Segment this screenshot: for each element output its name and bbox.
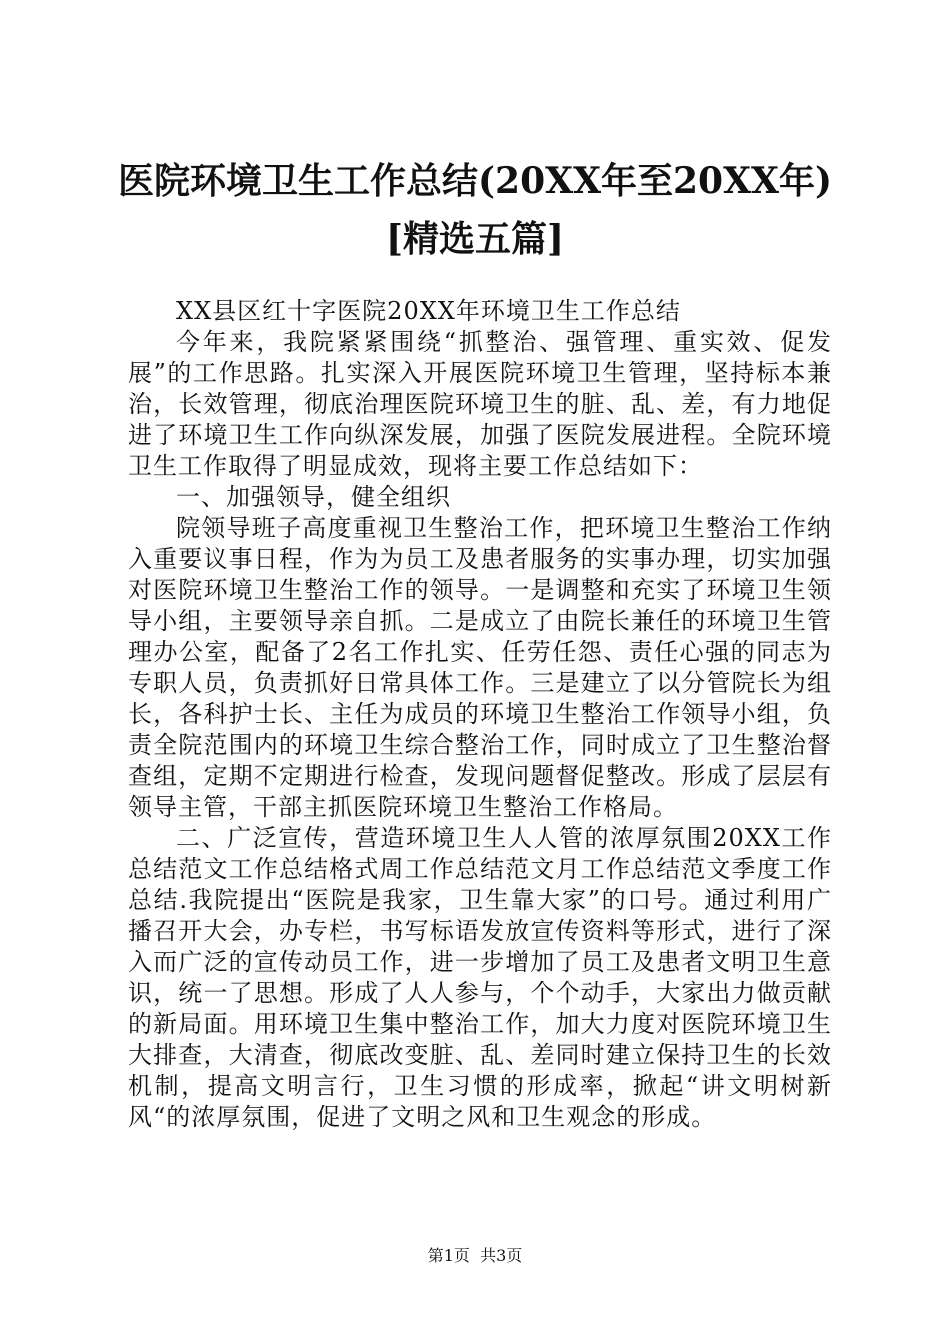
intro-paragraph: 今年来，我院紧紧围绕“抓整治、强管理、重实效、促发展”的工作思路。扎实深入开展医院环境卫生管理，坚持标本兼治，长效管理，彻底治理医院环境卫生的脏、乱、差，有力地促进了环境卫生工作向纵深发展，加强了医院发展进程。全院环境卫生工作取得了明显成效，现将主要工作总结如下： [128,328,832,480]
document-body [128,296,832,1133]
page-footer [0,1246,950,1266]
section-paragraph-2: 二、广泛宣传，营造环境卫生人人管的浓厚氛围20XX工作总结范文工作总结格式周工作总结范文月工作总结范文季度工作总结.我院提出“医院是我家，卫生靠大家”的口号。通过利用广播召开大会，办专栏，书写标语发放宣传资料等形式，进行了深入而广泛的宣传动员工作，进一步增加了员工及患者文明卫生意识，统一了思想。形成了人人参与，个个动手，大家出力做贡献的新局面。用环境卫生集中整治工作，加大力度对医院环境卫生大排查，大清查，彻底改变脏、乱、差同时建立保持卫生的长效机制，提高文明言行，卫生习惯的形成率，掀起“讲文明树新风“的浓厚氛围，促进了文明之风和卫生观念的形成。 [128,824,832,1131]
document-title: 医院环境卫生工作总结(20XX年至20XX年)[精选五篇] [118,160,832,260]
section-heading-1: 一、加强领导，健全组织 [176,483,451,511]
page-total: 共3页 [480,1246,523,1265]
subtitle-paragraph: XX县区红十字医院20XX年环境卫生工作总结 [176,297,681,325]
section-paragraph-1: 院领导班子高度重视卫生整治工作，把环境卫生整治工作纳入重要议事日程，作为为员工及患者服务的实事办理，切实加强对医院环境卫生整治工作的领导。一是调整和充实了环境卫生领导小组，主要领导亲自抓。二是成立了由院长兼任的环境卫生管理办公室，配备了2名工作扎实、任劳任怨、责任心强的同志为专职人员，负责抓好日常具体工作。三是建立了以分管院长为组长，各科护士长、主任为成员的环境卫生整治工作领导小组，负责全院范围内的环境卫生综合整治工作，同时成立了卫生整治督查组，定期不定期进行检查，发现问题督促整改。形成了层层有领导主管，干部主抓医院环境卫生整治工作格局。 [128,514,832,821]
page-number: 第1页 [427,1246,470,1265]
